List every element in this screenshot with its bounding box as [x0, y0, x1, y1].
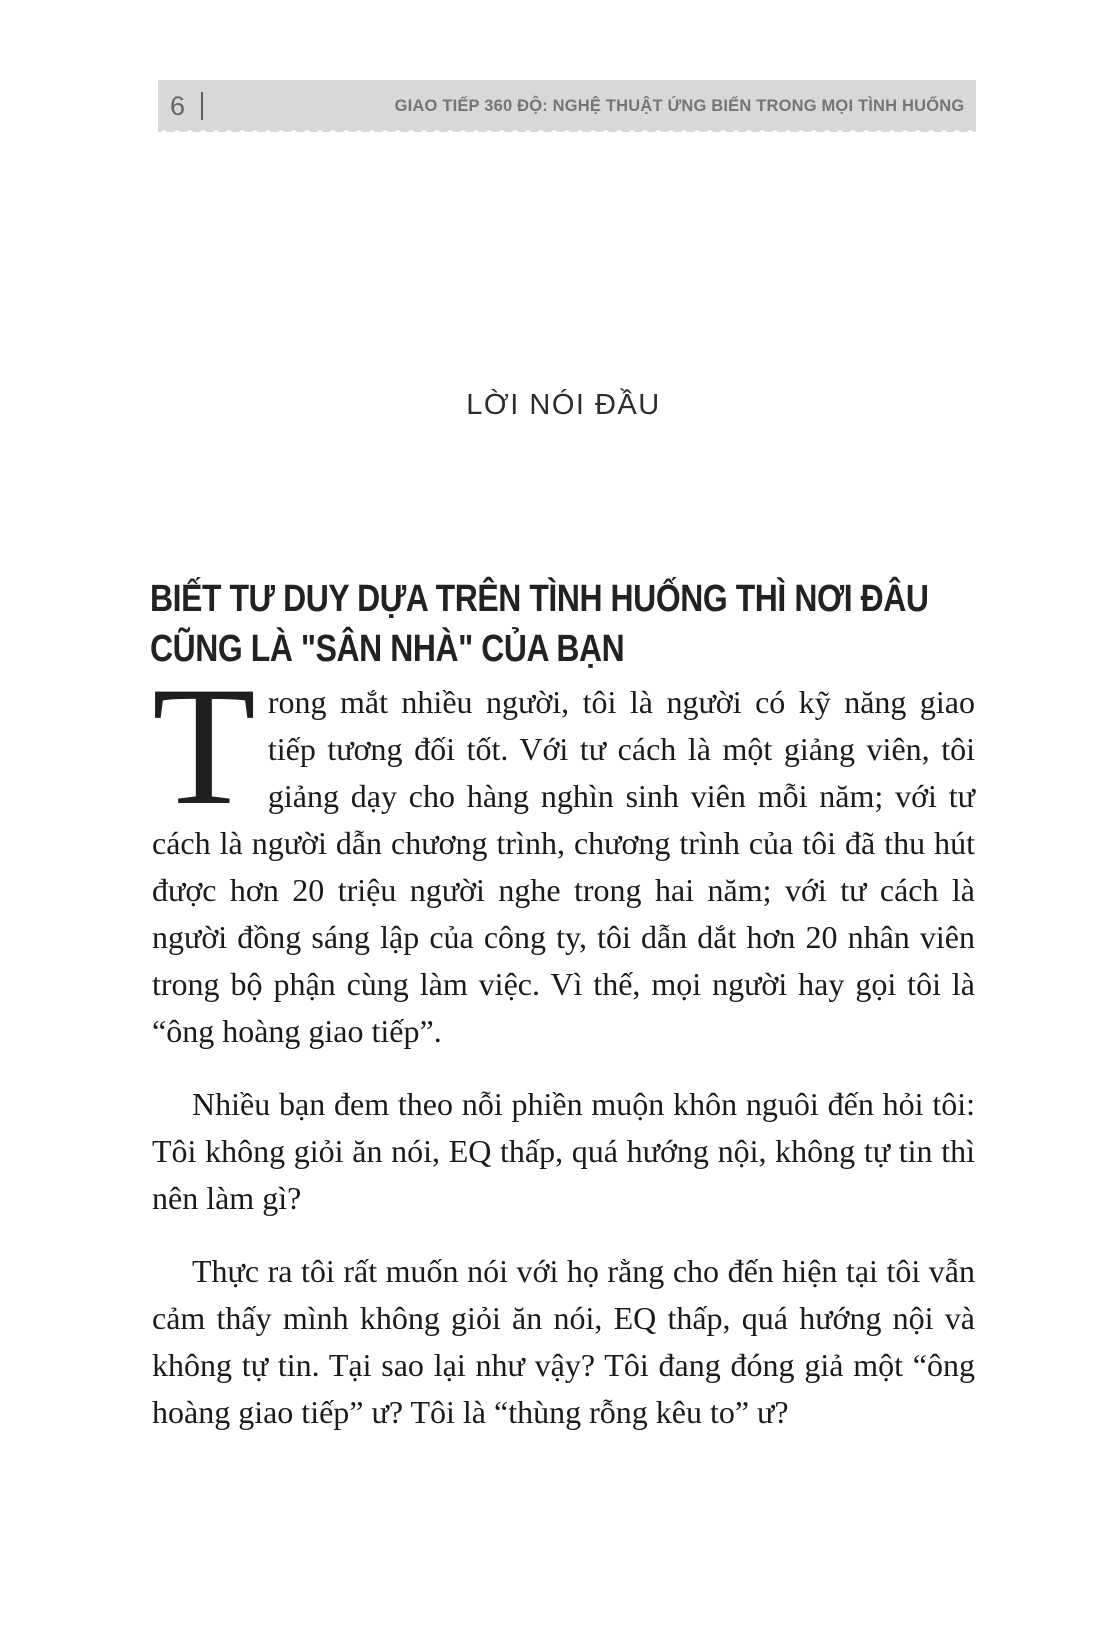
chapter-heading	[150, 574, 1077, 674]
body-copy	[152, 652, 975, 1462]
paragraph-1-text: rong mắt nhiều người, tôi là người có kỹ năng giao tiếp tương đối tốt. Với tư cách là một giảng viên, tôi giảng dạy cho hàng nghìn sinh viên mỗi năm; với tư cách là người dẫn chương trình, chương trình của tôi đã thu hút được hơn 20 triệu người nghe trong hai năm; với tư cách là người đồng sáng lập của công ty, tôi dẫn dắt hơn 20 nhân viên trong bộ phận cùng làm việc. Vì thế, mọi người hay gọi tôi là “ông hoàng giao tiếp”.	[152, 684, 975, 1049]
running-title: GIAO TIẾP 360 ĐỘ: NGHỆ THUẬT ỨNG BIẾN TRONG MỌI TÌNH HUỐNG	[394, 96, 964, 115]
drop-cap: T	[152, 652, 256, 840]
chapter-heading-line-2: CŨNG LÀ "SÂN NHÀ" CỦA BẠN	[150, 628, 625, 671]
paragraph-1	[152, 652, 975, 1055]
paragraph-3: Thực ra tôi rất muốn nói với họ rằng cho đến hiện tại tôi vẫn cảm thấy mình không giỏi ăn nói, EQ thấp, quá hướng nội và không tự tin. Tại sao lại như vậy? Tôi đang đóng giả một “ông hoàng giao tiếp” ư? Tôi là “thùng rỗng kêu to” ư?	[152, 1253, 975, 1430]
section-title: LỜI NÓI ĐẦU	[466, 389, 661, 421]
header-divider	[201, 92, 203, 120]
page-number: 6	[170, 90, 186, 121]
chapter-heading-line-1: BIẾT TƯ DUY DỰA TRÊN TÌNH HUỐNG THÌ NƠI ĐÂU	[150, 578, 929, 621]
page-header-bar	[158, 80, 976, 132]
paragraph-2: Nhiều bạn đem theo nỗi phiền muộn khôn nguôi đến hỏi tôi: Tôi không giỏi ăn nói, EQ thấp, quá hướng nội, không tự tin thì nên làm gì?	[152, 1086, 975, 1216]
